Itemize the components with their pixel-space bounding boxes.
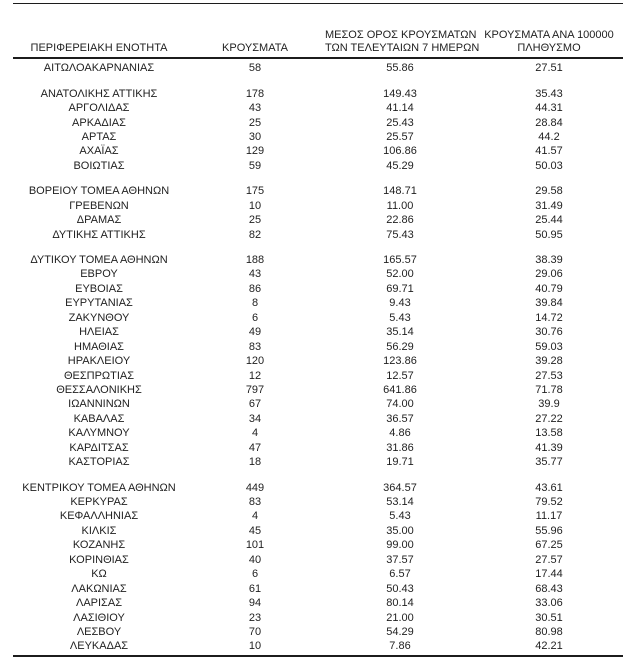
avg7-cell: 31.86: [386, 441, 414, 454]
avg7-cell: 80.14: [386, 597, 414, 610]
avg7-cell: 56.29: [386, 340, 414, 353]
region-cell: ΑΝΑΤΟΛΙΚΗΣ ΑΤΤΙΚΗΣ: [40, 87, 158, 100]
table-bottom-rule: [13, 655, 623, 657]
cases-cell: 449: [245, 481, 265, 494]
region-cell: ΕΥΡΥΤΑΝΙΑΣ: [65, 297, 133, 310]
region-cell: ΚΕΦΑΛΛΗΝΙΑΣ: [59, 510, 139, 523]
table-row: [13, 455, 623, 469]
column-header-avg7-line2: ΤΩΝ ΤΕΛΕΥΤΑΙΩΝ 7 ΗΜΕΡΩΝ: [325, 42, 480, 54]
per100k-cell: 39.28: [535, 355, 563, 368]
per100k-cell: 28.84: [535, 116, 563, 129]
table-row: [13, 596, 623, 610]
table-row: [13, 495, 623, 509]
avg7-cell: 5.43: [389, 311, 411, 324]
region-cell: ΛΑΚΩΝΙΑΣ: [71, 582, 127, 595]
table-row: [13, 509, 623, 523]
region-cell: ΚΑΛΥΜΝΟΥ: [68, 427, 130, 440]
region-cell: ΚΙΛΚΙΣ: [81, 524, 117, 537]
per100k-cell: 44.31: [535, 102, 563, 115]
cases-cell: 82: [248, 228, 262, 241]
column-header-avg7-line1: ΜΕΣΟΣ ΟΡΟΣ ΚΡΟΥΣΜΑΤΩΝ: [325, 29, 477, 41]
region-cell: ΒΟΙΩΤΙΑΣ: [73, 159, 125, 172]
per100k-cell: 40.79: [535, 282, 563, 295]
cases-cell: 6: [251, 568, 259, 581]
region-cell: ΛΕΥΚΑΔΑΣ: [69, 640, 129, 653]
region-cell: ΓΡΕΒΕΝΩΝ: [69, 199, 129, 212]
avg7-cell: 123.86: [383, 355, 417, 368]
per100k-cell: 43.61: [535, 481, 563, 494]
table-row: [13, 567, 623, 581]
cases-cell: 4: [251, 427, 259, 440]
group-separator: [13, 469, 623, 480]
region-cell: ΗΡΑΚΛΕΙΟΥ: [67, 355, 131, 368]
avg7-cell: 7.86: [389, 640, 411, 653]
column-header-per100k-line1: ΚΡΟΥΣΜΑΤΑ ΑΝΑ 100000: [484, 29, 614, 41]
table-row: [13, 581, 623, 595]
cases-cell: 129: [245, 145, 265, 158]
avg7-cell: 35.00: [386, 524, 414, 537]
avg7-cell: 50.43: [386, 582, 414, 595]
column-header-region: [13, 42, 185, 56]
region-cell: ΑΡΤΑΣ: [81, 130, 117, 143]
avg7-cell: 54.29: [386, 625, 414, 638]
avg7-cell: 74.00: [386, 398, 414, 411]
region-cell: ΗΜΑΘΙΑΣ: [74, 340, 124, 353]
avg7-cell: 25.57: [386, 130, 414, 143]
per100k-cell: 27.57: [535, 553, 563, 566]
per100k-cell: 13.58: [535, 427, 563, 440]
per100k-cell: 27.53: [535, 369, 563, 382]
avg7-cell: 5.43: [389, 510, 411, 523]
cases-cell: 10: [248, 640, 262, 653]
column-header-cases: [185, 42, 325, 56]
per100k-cell: 33.06: [535, 597, 563, 610]
per100k-cell: 25.44: [535, 214, 563, 227]
cases-cell: 61: [248, 582, 262, 595]
table-row: [13, 339, 623, 353]
cases-cell: 4: [251, 510, 259, 523]
cases-cell: 94: [248, 597, 262, 610]
table-row: [13, 184, 623, 198]
region-cell: ΚΟΡΙΝΘΙΑΣ: [69, 553, 129, 566]
cases-cell: 797: [245, 383, 265, 396]
avg7-cell: 106.86: [383, 145, 417, 158]
per100k-cell: 67.25: [535, 539, 563, 552]
table-row: [13, 311, 623, 325]
region-cell: ΑΧΑΪΑΣ: [79, 145, 119, 158]
table-row: [13, 412, 623, 426]
table-row: [13, 480, 623, 494]
table-row: [13, 441, 623, 455]
cases-cell: 43: [248, 268, 262, 281]
per100k-cell: 35.43: [535, 87, 563, 100]
table-row: [13, 368, 623, 382]
table-row: [13, 610, 623, 624]
region-cell: ΛΑΣΙΘΙΟΥ: [73, 611, 125, 624]
cases-cell: 83: [248, 340, 262, 353]
table-row: [13, 144, 623, 158]
per100k-cell: 59.03: [535, 340, 563, 353]
table-row: [13, 553, 623, 567]
cases-cell: 34: [248, 412, 262, 425]
region-cell: ΚΟΖΑΝΗΣ: [72, 539, 126, 552]
region-cell: ΛΕΣΒΟΥ: [76, 625, 122, 638]
table-row: [13, 426, 623, 440]
cases-cell: 12: [248, 369, 262, 382]
table-top-rule: [13, 3, 623, 4]
avg7-cell: 6.57: [389, 568, 411, 581]
cases-cell: 6: [251, 311, 259, 324]
avg7-cell: 69.71: [386, 282, 414, 295]
region-cell: ΒΟΡΕΙΟΥ ΤΟΜΕΑ ΑΘΗΝΩΝ: [28, 185, 170, 198]
avg7-cell: 641.86: [383, 383, 417, 396]
per100k-cell: 14.72: [535, 311, 563, 324]
region-cell: ΕΒΡΟΥ: [80, 268, 118, 281]
region-cell: ΘΕΣΣΑΛΟΝΙΚΗΣ: [56, 383, 142, 396]
column-header-region-label: ΠΕΡΙΦΕΡΕΙΑΚΗ ΕΝΟΤΗΤΑ: [30, 42, 168, 54]
column-header-cases-label: ΚΡΟΥΣΜΑΤΑ: [222, 42, 288, 54]
table-row: [13, 101, 623, 115]
cases-cell: 178: [245, 87, 265, 100]
cases-cell: 47: [248, 441, 262, 454]
per100k-cell: 29.06: [535, 268, 563, 281]
avg7-cell: 22.86: [386, 214, 414, 227]
per100k-cell: 80.98: [535, 625, 563, 638]
table-row: [13, 115, 623, 129]
avg7-cell: 165.57: [383, 254, 417, 267]
group-separator: [13, 75, 623, 86]
per100k-cell: 11.17: [535, 510, 563, 523]
region-cell: ΗΛΕΙΑΣ: [79, 326, 119, 339]
avg7-cell: 25.43: [386, 116, 414, 129]
avg7-cell: 37.57: [386, 553, 414, 566]
per100k-cell: 50.03: [535, 159, 563, 172]
cases-cell: 30: [248, 130, 262, 143]
region-cell: ΛΑΡΙΣΑΣ: [75, 597, 122, 610]
per100k-cell: 42.21: [535, 640, 563, 653]
cases-cell: 18: [248, 456, 262, 469]
avg7-cell: 364.57: [383, 481, 417, 494]
region-cell: ΙΩΑΝΝΙΝΩΝ: [68, 398, 130, 411]
region-cell: ΖΑΚΥΝΘΟΥ: [68, 311, 130, 324]
per100k-cell: 30.76: [535, 326, 563, 339]
per100k-cell: 71.78: [535, 383, 563, 396]
group-separator: [13, 173, 623, 184]
per100k-cell: 39.84: [535, 297, 563, 310]
table-body: [13, 61, 623, 654]
table-row: [13, 61, 623, 75]
table-row: [13, 159, 623, 173]
group-separator: [13, 242, 623, 253]
cases-cell: 120: [245, 355, 265, 368]
region-cell: ΚΩ: [91, 568, 107, 581]
per100k-cell: 79.52: [535, 496, 563, 509]
region-cell: ΔΡΑΜΑΣ: [76, 214, 122, 227]
region-cell: ΚΑΣΤΟΡΙΑΣ: [68, 456, 130, 469]
cases-cell: 59: [248, 159, 262, 172]
per100k-cell: 68.43: [535, 582, 563, 595]
per100k-cell: 27.51: [535, 62, 563, 75]
per100k-cell: 31.49: [535, 199, 563, 212]
cases-cell: 101: [245, 539, 265, 552]
table-row: [13, 282, 623, 296]
avg7-cell: 21.00: [386, 611, 414, 624]
column-header-avg7: [325, 29, 480, 56]
cases-cell: 70: [248, 625, 262, 638]
avg7-cell: 35.14: [386, 326, 414, 339]
avg7-cell: 148.71: [383, 185, 417, 198]
cases-cell: 25: [248, 116, 262, 129]
avg7-cell: 45.29: [386, 159, 414, 172]
per100k-cell: 44.2: [538, 130, 560, 143]
table-row: [13, 296, 623, 310]
region-cell: ΔΥΤΙΚΗΣ ΑΤΤΙΚΗΣ: [52, 228, 146, 241]
cases-cell: 23: [248, 611, 262, 624]
region-cell: ΑΡΓΟΛΙΔΑΣ: [68, 102, 130, 115]
avg7-cell: 52.00: [386, 268, 414, 281]
cases-cell: 86: [248, 282, 262, 295]
per100k-cell: 50.95: [535, 228, 563, 241]
table-header-row: [13, 22, 623, 56]
table-row: [13, 86, 623, 100]
cases-cell: 58: [248, 62, 262, 75]
table-row: [13, 639, 623, 653]
avg7-cell: 53.14: [386, 496, 414, 509]
per100k-cell: 17.44: [535, 568, 563, 581]
region-cell: ΘΕΣΠΡΩΤΙΑΣ: [63, 369, 135, 382]
avg7-cell: 55.86: [386, 62, 414, 75]
cases-cell: 8: [251, 297, 259, 310]
per100k-cell: 41.57: [535, 145, 563, 158]
cases-cell: 10: [248, 199, 262, 212]
cases-cell: 49: [248, 326, 262, 339]
column-header-per100k: [475, 29, 623, 56]
table-row: [13, 267, 623, 281]
table-row: [13, 199, 623, 213]
avg7-cell: 149.43: [383, 87, 417, 100]
table-row: [13, 397, 623, 411]
region-cell: ΑΙΤΩΛΟΑΚΑΡΝΑΝΙΑΣ: [43, 62, 155, 75]
per100k-cell: 27.22: [535, 412, 563, 425]
table-row: [13, 325, 623, 339]
region-cell: ΕΥΒΟΙΑΣ: [75, 282, 123, 295]
avg7-cell: 36.57: [386, 412, 414, 425]
cases-cell: 25: [248, 214, 262, 227]
avg7-cell: 4.86: [389, 427, 411, 440]
cases-cell: 83: [248, 496, 262, 509]
avg7-cell: 12.57: [386, 369, 414, 382]
per100k-cell: 55.96: [535, 524, 563, 537]
region-cell: ΚΕΡΚΥΡΑΣ: [70, 496, 128, 509]
region-cell: ΔΥΤΙΚΟΥ ΤΟΜΕΑ ΑΘΗΝΩΝ: [30, 254, 168, 267]
table-row: [13, 130, 623, 144]
cases-cell: 188: [245, 254, 265, 267]
table-row: [13, 625, 623, 639]
avg7-cell: 9.43: [389, 297, 411, 310]
avg7-cell: 41.14: [386, 102, 414, 115]
table-row: [13, 213, 623, 227]
column-header-per100k-line2: ΠΛΗΘΥΣΜΟ: [517, 42, 581, 54]
cases-cell: 43: [248, 102, 262, 115]
table-row: [13, 538, 623, 552]
region-cell: ΚΕΝΤΡΙΚΟΥ ΤΟΜΕΑ ΑΘΗΝΩΝ: [22, 481, 176, 494]
table-row: [13, 227, 623, 241]
cases-cell: 175: [245, 185, 265, 198]
region-cell: ΑΡΚΑΔΙΑΣ: [72, 116, 126, 129]
cases-cell: 45: [248, 524, 262, 537]
per100k-cell: 35.77: [535, 456, 563, 469]
table-row: [13, 253, 623, 267]
cases-cell: 67: [248, 398, 262, 411]
table-row: [13, 524, 623, 538]
cases-cell: 40: [248, 553, 262, 566]
header-underline-rule: [13, 57, 623, 59]
avg7-cell: 11.00: [386, 199, 414, 212]
per100k-cell: 39.9: [538, 398, 560, 411]
region-cell: ΚΑΒΑΛΑΣ: [73, 412, 125, 425]
table-row: [13, 354, 623, 368]
per100k-cell: 41.39: [535, 441, 563, 454]
per100k-cell: 29.58: [535, 185, 563, 198]
per100k-cell: 30.51: [535, 611, 563, 624]
avg7-cell: 99.00: [386, 539, 414, 552]
avg7-cell: 19.71: [386, 456, 414, 469]
region-cell: ΚΑΡΔΙΤΣΑΣ: [69, 441, 129, 454]
avg7-cell: 75.43: [386, 228, 414, 241]
per100k-cell: 38.39: [535, 254, 563, 267]
table-row: [13, 383, 623, 397]
